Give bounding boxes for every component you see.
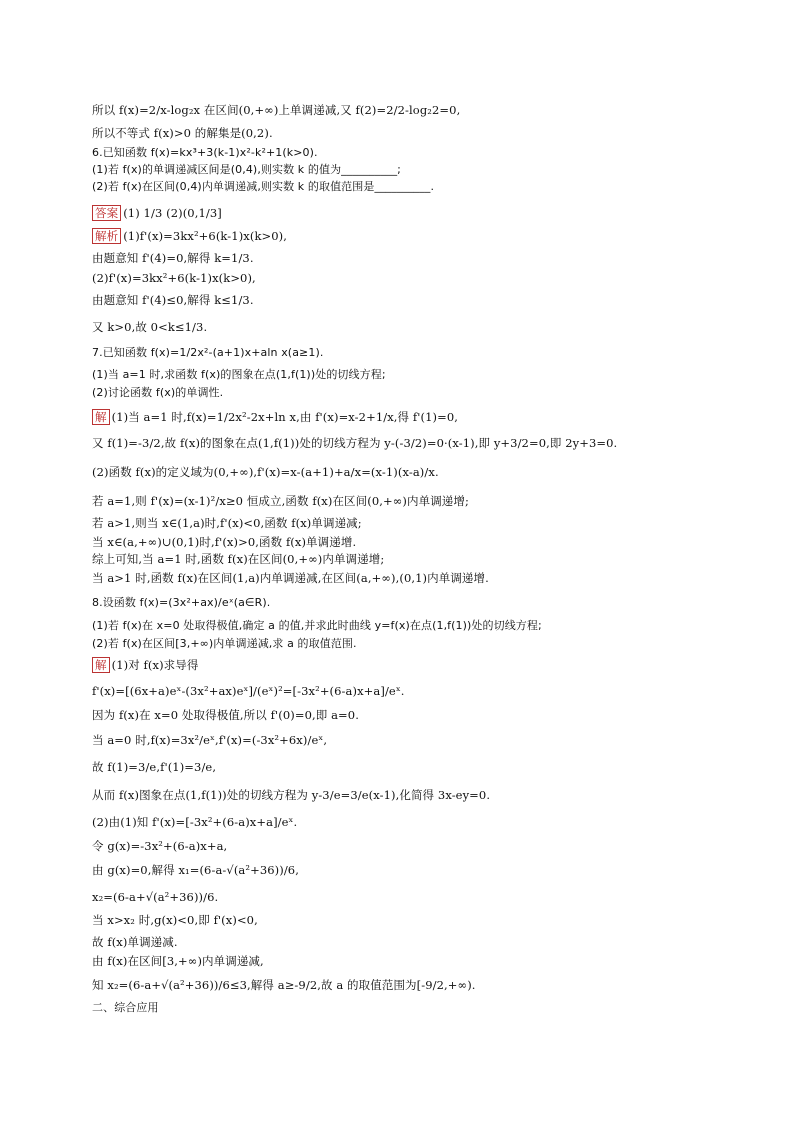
line-text: 当 a>1 时,函数 f(x)在区间(1,a)内单调递减,在区间(a,+∞),(0,1)内单调递增.	[92, 571, 489, 585]
answer-tag: 解析	[92, 228, 121, 244]
line-text: 综上可知,当 a=1 时,函数 f(x)在区间(0,+∞)内单调递增;	[92, 552, 385, 566]
text-line	[92, 619, 542, 633]
line-text: 从而 f(x)图象在点(1,f(1))处的切线方程为 y-3/e=3/e(x-1),化简得 3x-ey=0.	[92, 788, 491, 802]
text-line	[92, 596, 270, 610]
text-line	[92, 913, 258, 927]
line-text: (1)当 a=1 时,f(x)=1/2x²-2x+ln x,由 f'(x)=x-2+1/x,得 f'(1)=0,	[111, 410, 459, 424]
text-line	[92, 386, 223, 400]
line-text: 由 f(x)在区间[3,+∞)内单调递减,	[92, 954, 264, 968]
line-text: (1)若 f(x)的单调递减区间是(0,4),则实数 k 的值为__________;	[92, 163, 401, 176]
line-text: 故 f(1)=3/e,f'(1)=3/e,	[92, 760, 217, 774]
text-line	[92, 839, 227, 853]
line-text: (2)若 f(x)在区间[3,+∞)内单调递减,求 a 的取值范围.	[92, 637, 357, 650]
text-line	[92, 494, 469, 508]
text-line	[92, 535, 356, 549]
text-line	[92, 954, 264, 968]
line-text: (2)由(1)知 f'(x)=[-3x²+(6-a)x+a]/eˣ.	[92, 815, 298, 829]
line-text: 由题意知 f'(4)=0,解得 k=1/3.	[92, 251, 254, 265]
text-line	[92, 465, 439, 479]
text-line	[92, 293, 254, 307]
line-text: 所以不等式 f(x)>0 的解集是(0,2).	[92, 126, 273, 140]
line-text: 6.已知函数 f(x)=kx³+3(k-1)x²-k²+1(k>0).	[92, 146, 318, 159]
line-text: 若 a=1,则 f'(x)=(x-1)²/x≥0 恒成立,函数 f(x)在区间(0,+∞)内单调递增;	[92, 494, 469, 508]
line-text: (2)函数 f(x)的定义域为(0,+∞),f'(x)=x-(a+1)+a/x=(x-1)(x-a)/x.	[92, 465, 439, 479]
line-text: 当 a=0 时,f(x)=3x²/eˣ,f'(x)=(-3x²+6x)/eˣ,	[92, 733, 328, 747]
text-line	[92, 708, 359, 722]
text-line	[92, 863, 299, 877]
text-line	[92, 205, 222, 221]
line-text: (1)若 f(x)在 x=0 处取得极值,确定 a 的值,并求此时曲线 y=f(x)在点(1,f(1))处的切线方程;	[92, 619, 542, 632]
line-text: 7.已知函数 f(x)=1/2x²-(a+1)x+aln x(a≥1).	[92, 346, 324, 359]
line-text: 又 f(1)=-3/2,故 f(x)的图象在点(1,f(1))处的切线方程为 y-(-3/2)=0·(x-1),即 y+3/2=0,即 2y+3=0.	[92, 436, 618, 450]
text-line	[92, 368, 386, 382]
text-line	[92, 163, 401, 177]
answer-tag: 解	[92, 657, 110, 673]
text-line	[92, 890, 218, 904]
text-line	[92, 271, 256, 285]
line-text: 当 x>x₂ 时,g(x)<0,即 f'(x)<0,	[92, 913, 258, 927]
line-text: 又 k>0,故 0<k≤1/3.	[92, 320, 208, 334]
line-text: 令 g(x)=-3x²+(6-a)x+a,	[92, 839, 228, 853]
line-text: (1)对 f(x)求导得	[111, 658, 199, 672]
text-line	[92, 1001, 159, 1015]
text-line	[92, 978, 476, 992]
line-text: 知 x₂=(6-a+√(a²+36))/6≤3,解得 a≥-9/2,故 a 的取值范围为[-9/2,+∞).	[92, 978, 476, 992]
answer-tag: 答案	[92, 205, 121, 221]
text-line	[92, 637, 357, 651]
line-text: (2)f'(x)=3kx²+6(k-1)x(k>0),	[92, 271, 256, 285]
line-text: 由题意知 f'(4)≤0,解得 k≤1/3.	[92, 293, 254, 307]
line-text: (1) 1/3 (2)(0,1/3]	[123, 206, 222, 220]
line-text: x₂=(6-a+√(a²+36))/6.	[92, 890, 219, 904]
text-line	[92, 409, 458, 425]
line-text: 8.设函数 f(x)=(3x²+ax)/eˣ(a∈R).	[92, 596, 271, 609]
text-line	[92, 516, 362, 530]
line-text: (2)若 f(x)在区间(0,4)内单调递减,则实数 k 的取值范围是__________.	[92, 180, 435, 193]
text-line	[92, 935, 178, 949]
text-line	[92, 436, 617, 450]
line-text: (1)f'(x)=3kx²+6(k-1)x(k>0),	[123, 229, 288, 243]
text-line	[92, 815, 297, 829]
text-line	[92, 126, 273, 140]
text-line	[92, 228, 287, 244]
text-line	[92, 733, 327, 747]
line-text: 故 f(x)单调递减.	[92, 935, 178, 949]
text-line	[92, 760, 216, 774]
line-text: 因为 f(x)在 x=0 处取得极值,所以 f'(0)=0,即 a=0.	[92, 708, 359, 722]
text-line	[92, 571, 489, 585]
text-line	[92, 657, 198, 673]
text-line	[92, 320, 207, 334]
line-text: (2)讨论函数 f(x)的单调性.	[92, 386, 224, 399]
line-text: 当 x∈(a,+∞)∪(0,1)时,f'(x)>0,函数 f(x)单调递增.	[92, 535, 357, 549]
text-line	[92, 346, 323, 360]
line-text: (1)当 a=1 时,求函数 f(x)的图象在点(1,f(1))处的切线方程;	[92, 368, 386, 381]
line-text: 所以 f(x)=2/x-log₂x 在区间(0,+∞)上单调递减,又 f(2)=2/2-log₂2=0,	[92, 103, 461, 117]
text-line	[92, 684, 405, 698]
text-line	[92, 180, 434, 194]
text-line	[92, 103, 460, 117]
line-text: f'(x)=[(6x+a)eˣ-(3x²+ax)eˣ]/(eˣ)²=[-3x²+(6-a)x+a]/eˣ.	[92, 684, 405, 698]
line-text: 若 a>1,则当 x∈(1,a)时,f'(x)<0,函数 f(x)单调递减;	[92, 516, 362, 530]
text-line	[92, 788, 490, 802]
answer-tag: 解	[92, 409, 110, 425]
line-text: 二、综合应用	[92, 1001, 159, 1014]
text-line	[92, 251, 254, 265]
text-line	[92, 552, 384, 566]
text-line	[92, 146, 318, 160]
line-text: 由 g(x)=0,解得 x₁=(6-a-√(a²+36))/6,	[92, 863, 299, 877]
